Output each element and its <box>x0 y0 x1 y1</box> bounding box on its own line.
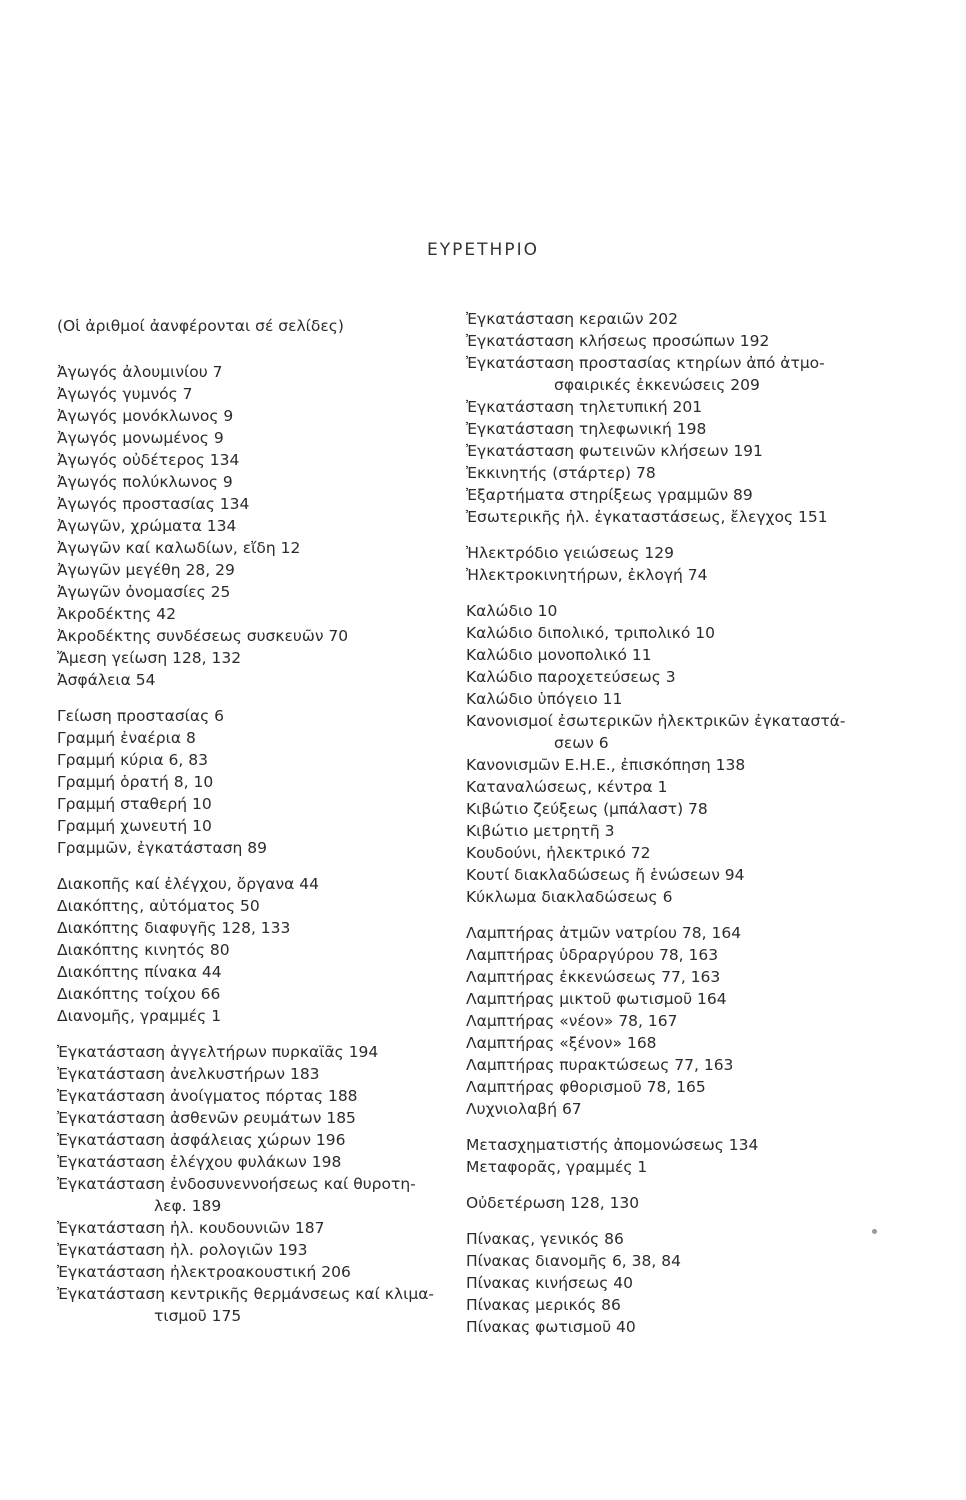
index-entry: Γραμμή κύρια 6, 83 <box>57 751 208 769</box>
index-entry: Λαμπτήρας μικτοῦ φωτισμοῦ 164 <box>466 990 727 1008</box>
index-entry: Κουτί διακλαδώσεως ἤ ἑνώσεων 94 <box>466 866 745 884</box>
index-column-right <box>466 308 866 1338</box>
intro-note: (Οἱ ἀριθμοί ἀανφέρονται σέ σελίδες) <box>57 317 344 335</box>
index-entry: Καλώδιο διπολικό, τριπολικό 10 <box>466 624 716 642</box>
index-entry: Πίνακας μερικός 86 <box>466 1296 621 1314</box>
index-entry: Μετασχηματιστής ἀπομονώσεως 134 <box>466 1136 759 1154</box>
index-entry: Διακόπτης διαφυγῆς 128, 133 <box>57 919 291 937</box>
index-entry: Λαμπτήρας «νέον» 78, 167 <box>466 1012 678 1030</box>
index-entry: Κιβώτιο ζεύξεως (μπάλαστ) 78 <box>466 800 708 818</box>
group-gap <box>466 908 866 922</box>
index-entry: Ἐγκατάσταση ἀνοίγματος πόρτας 188 <box>57 1087 358 1105</box>
group-gap <box>466 1120 866 1134</box>
index-entry: Κιβώτιο μετρητῆ 3 <box>466 822 615 840</box>
group-gap <box>57 859 457 873</box>
group-gap <box>466 1178 866 1192</box>
index-entry: Γραμμῶν, ἐγκατάσταση 89 <box>57 839 268 857</box>
index-entry: Πίνακας φωτισμοῦ 40 <box>466 1318 636 1336</box>
index-entry: Ἐγκατάσταση ἠλ. ρολογιῶν 193 <box>57 1241 308 1259</box>
index-entry: Ἀγωγῶν, χρώματα 134 <box>57 517 237 535</box>
index-entry: Διακοπῆς καί ἐλέγχου, ὄργανα 44 <box>57 875 319 893</box>
index-entry: Ἀγωγός προστασίας 134 <box>57 495 250 513</box>
index-entry: Γραμμή χωνευτή 10 <box>57 817 212 835</box>
index-entry: Γραμμή ὁρατή 8, 10 <box>57 773 214 791</box>
index-column-left <box>57 315 457 1327</box>
index-entry: Ἀγωγός μονωμένος 9 <box>57 429 224 447</box>
index-entry: Ἐγκατάσταση ἀσφάλειας χώρων 196 <box>57 1131 346 1149</box>
speck-mark <box>872 1229 877 1234</box>
index-entry: Λαμπτήρας φθορισμοῦ 78, 165 <box>466 1078 706 1096</box>
index-entry: Λαμπτήρας πυρακτώσεως 77, 163 <box>466 1056 734 1074</box>
index-entry: Ἐγκατάσταση ἐλέγχου φυλάκων 198 <box>57 1153 342 1171</box>
index-entry: Γείωση προστασίας 6 <box>57 707 225 725</box>
index-entry: Μεταφορᾶς, γραμμές 1 <box>466 1158 648 1176</box>
index-entry: Καλώδιο 10 <box>466 602 558 620</box>
index-entry: Ἐγκατάσταση προστασίας κτηρίων ἀπό ἀτμο- σφαιρικές ἐκκενώσεις 209 <box>466 354 825 394</box>
group-gap <box>57 1027 457 1041</box>
index-entry: Ἀκροδέκτης 42 <box>57 605 176 623</box>
index-entry: Ἀγωγός πολύκλωνος 9 <box>57 473 233 491</box>
index-entry: Ἐγκατάσταση ἠλεκτροακουστική 206 <box>57 1263 351 1281</box>
index-entry: Κανονισμῶν Ε.Η.Ε., ἐπισκόπηση 138 <box>466 756 746 774</box>
index-entry: Ἐγκατάσταση τηλεφωνική 198 <box>466 420 707 438</box>
index-entry: Ἐγκατάσταση ἠλ. κουδουνιῶν 187 <box>57 1219 325 1237</box>
index-entry: Ἀγωγός ἀλουμινίου 7 <box>57 363 223 381</box>
group-gap <box>466 528 866 542</box>
index-entry: Κανονισμοί ἐσωτερικῶν ἠλεκτρικῶν ἐγκαταστά- σεων 6 <box>466 712 846 752</box>
index-entry: Ἐγκατάσταση ἀγγελτήρων πυρκαϊᾶς 194 <box>57 1043 379 1061</box>
index-entry: Ἄμεση γείωση 128, 132 <box>57 649 242 667</box>
index-entry: Διακόπτης, αὐτόματος 50 <box>57 897 260 915</box>
index-entry: Καλώδιο παροχετεύσεως 3 <box>466 668 676 686</box>
index-entry: Καλώδιο ὑπόγειο 11 <box>466 690 623 708</box>
index-entry: Ἐγκατάσταση κλήσεως προσώπων 192 <box>466 332 770 350</box>
index-entry: Ἠλεκτροκινητήρων, ἐκλογή 74 <box>466 566 708 584</box>
index-entry: Οὐδετέρωση 128, 130 <box>466 1194 640 1212</box>
index-entry: Ἀγωγῶν καί καλωδίων, εἴδη 12 <box>57 539 301 557</box>
index-entry: Πίνακας, γενικός 86 <box>466 1230 624 1248</box>
index-entry: Ἐγκατάσταση ἀνελκυστήρων 183 <box>57 1065 320 1083</box>
index-entry: Διακόπτης κινητός 80 <box>57 941 230 959</box>
index-entry: Ἐγκατάσταση ἀσθενῶν ρευμάτων 185 <box>57 1109 356 1127</box>
index-entry: Ἀγωγός μονόκλωνος 9 <box>57 407 234 425</box>
index-entry: Λυχνιολαβή 67 <box>466 1100 582 1118</box>
index-entry: Πίνακας κινήσεως 40 <box>466 1274 633 1292</box>
index-entry: Ἀγωγῶν μεγέθη 28, 29 <box>57 561 235 579</box>
index-entry: Πίνακας διανομῆς 6, 38, 84 <box>466 1252 681 1270</box>
index-entry: Διακόπτης τοίχου 66 <box>57 985 221 1003</box>
index-entry: Διανομῆς, γραμμές 1 <box>57 1007 222 1025</box>
index-entry: Κουδούνι, ἠλεκτρικό 72 <box>466 844 651 862</box>
index-entry: Καταναλώσεως, κέντρα 1 <box>466 778 668 796</box>
index-entry: Ἀγωγῶν ὀνομασίες 25 <box>57 583 231 601</box>
group-gap <box>466 586 866 600</box>
index-entry: Καλώδιο μονοπολικό 11 <box>466 646 652 664</box>
group-gap <box>57 691 457 705</box>
index-entry: Λαμπτήρας ἀτμῶν νατρίου 78, 164 <box>466 924 742 942</box>
index-entry: Ἐγκατάσταση ἐνδοσυνεννοήσεως καί θυροτη- λεφ. 189 <box>57 1175 416 1215</box>
index-entry: Ἀκροδέκτης συνδέσεως συσκευῶν 70 <box>57 627 349 645</box>
index-entry: Ἐγκατάσταση κεντρικῆς θερμάνσεως καί κλιμα- τισμοῦ 175 <box>57 1285 435 1325</box>
index-entry: Ἐκκινητής (στάρτερ) 78 <box>466 464 656 482</box>
index-entry: Κύκλωμα διακλαδώσεως 6 <box>466 888 673 906</box>
index-entry: Ἐξαρτήματα στηρίξεως γραμμῶν 89 <box>466 486 753 504</box>
index-entry: Ἐσωτερικῆς ἠλ. ἐγκαταστάσεως, ἔλεγχος 151 <box>466 508 828 526</box>
index-entry: Λαμπτήρας ὑδραργύρου 78, 163 <box>466 946 719 964</box>
index-entry: Γραμμή ἐναέρια 8 <box>57 729 196 747</box>
index-entry: Λαμπτήρας ἐκκενώσεως 77, 163 <box>466 968 721 986</box>
index-entry: Ἐγκατάσταση τηλετυπική 201 <box>466 398 703 416</box>
index-entry: Ἠλεκτρόδιο γειώσεως 129 <box>466 544 675 562</box>
index-entry: Διακόπτης πίνακα 44 <box>57 963 222 981</box>
index-entry: Ἐγκατάσταση κεραιῶν 202 <box>466 310 679 328</box>
page-title: ΕΥΡΕΤΗΡΙΟ <box>427 240 539 260</box>
index-entry: Λαμπτήρας «ξένον» 168 <box>466 1034 657 1052</box>
index-entry: Ἐγκατάσταση φωτεινῶν κλήσεων 191 <box>466 442 763 460</box>
group-gap <box>466 1214 866 1228</box>
index-entry: Ἀσφάλεια 54 <box>57 671 156 689</box>
index-entry: Ἀγωγός γυμνός 7 <box>57 385 193 403</box>
index-entry: Γραμμή σταθερή 10 <box>57 795 212 813</box>
index-entry: Ἀγωγός οὐδέτερος 134 <box>57 451 240 469</box>
